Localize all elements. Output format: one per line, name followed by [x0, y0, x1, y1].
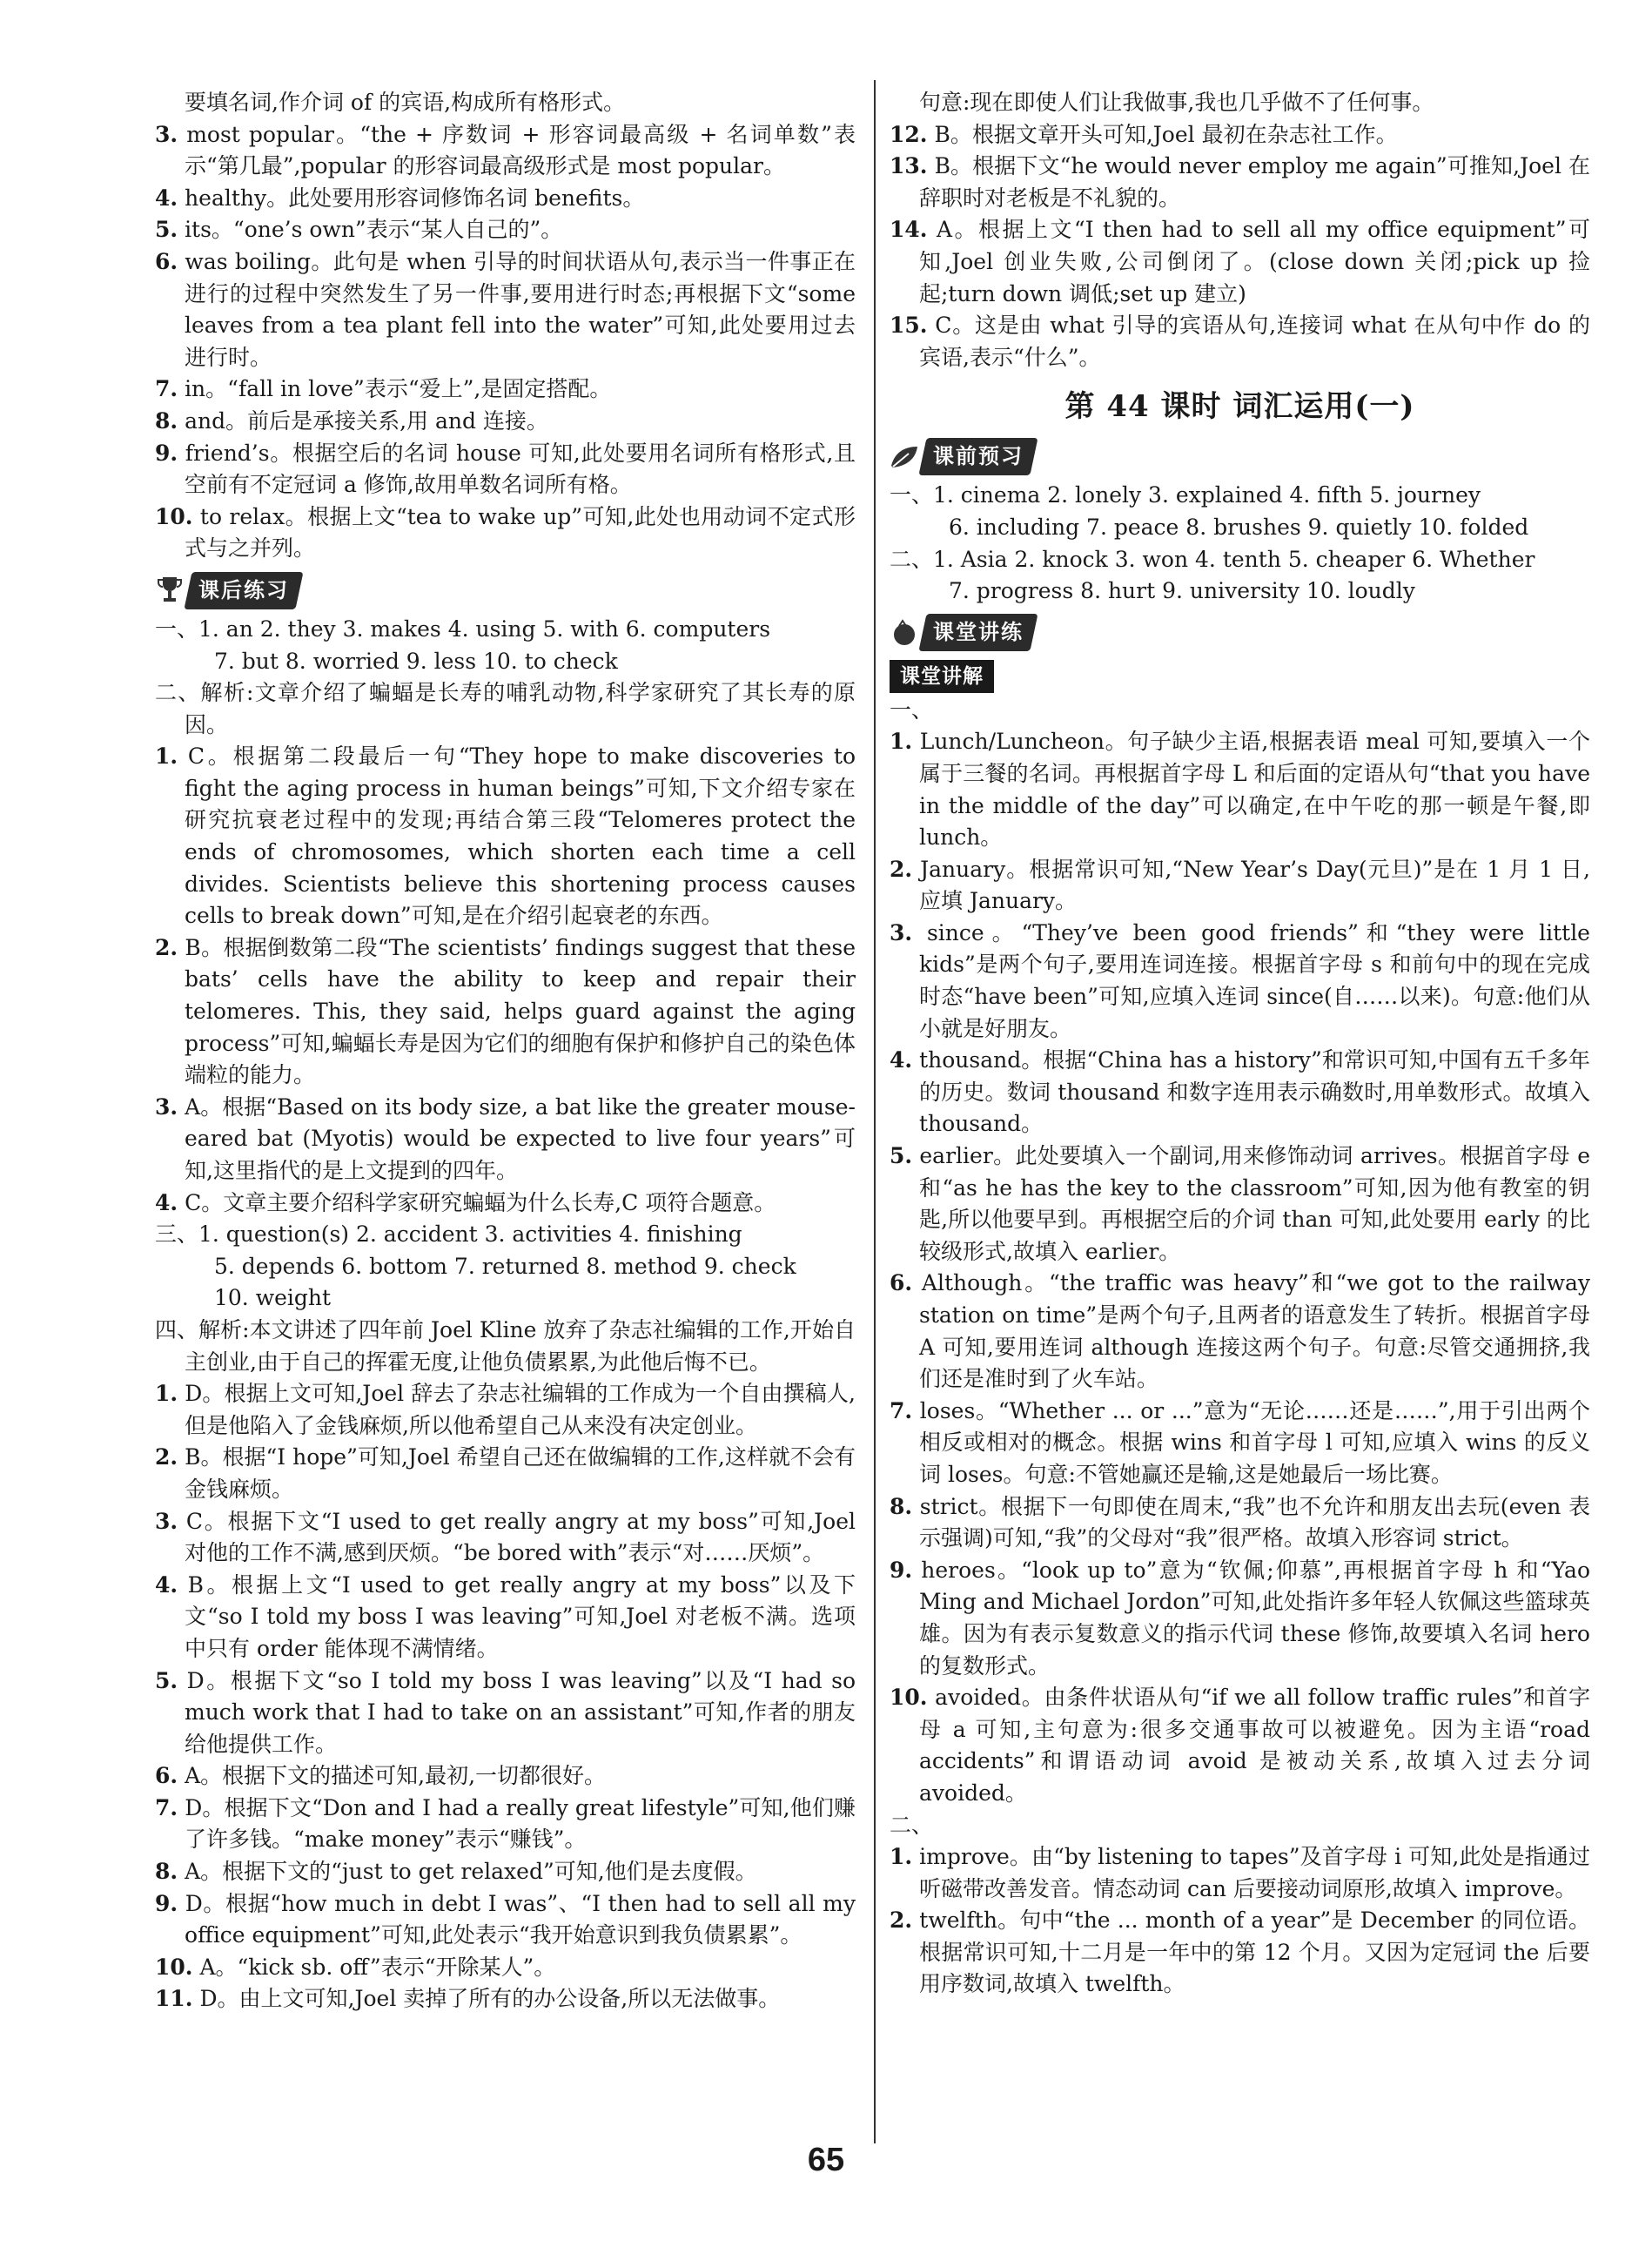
item-number: 7. — [155, 376, 178, 402]
item-number: 10. — [155, 503, 193, 529]
sub-section-label: 课堂讲解 — [890, 660, 994, 693]
item-number: 5. — [890, 1143, 913, 1169]
answers-section-1: 一、1. an 2. they 3. makes 4. using 5. with 6. computers — [155, 616, 771, 642]
item-number: 13. — [890, 153, 928, 179]
item-text: healthy。此处要用形容词修饰名词 benefits。 — [185, 185, 645, 211]
item-text: B。根据倒数第二段“The scientists’ findings suggest that these bats’ cells have the ability to keep and repair their telomeres. This, they said, helps guard against the aging process”可知,蝙蝠长寿是因为它们的细胞有保护和修护自己的染色体端粒的能力。 — [185, 934, 856, 1088]
answer-item — [890, 726, 1590, 853]
banner-label: 课前预习 — [918, 438, 1038, 475]
item-number: 5. — [155, 1667, 178, 1693]
section-marker: 二、 — [890, 1812, 934, 1838]
item-text: B。根据“I hope”可知,Joel 希望自己还在做编辑的工作,这样就不会有金钱麻烦。 — [185, 1444, 856, 1502]
answer-item — [890, 1396, 1590, 1491]
item-text: its。“one’s own”表示“某人自己的”。 — [185, 217, 563, 243]
answer-item — [155, 1856, 856, 1888]
answer-item — [155, 214, 856, 246]
preview-answers-1: 一、1. cinema 2. lonely 3. explained 4. fifth 5. journey — [890, 482, 1481, 508]
column-divider — [874, 80, 876, 2143]
section-2-intro: 二、解析:文章介绍了蝙蝠是长寿的哺乳动物,科学家研究了其长寿的原因。 — [155, 680, 856, 737]
item-text: C。这是由 what 引导的宾语从句,连接词 what 在从句中作 do 的宾语,表示“什么”。 — [919, 313, 1590, 370]
answer-item — [155, 183, 856, 215]
item-number: 1. — [155, 1381, 178, 1407]
lesson-title: 第 44 课时 词汇运用(一) — [1064, 389, 1415, 425]
item-number: 14. — [890, 217, 928, 243]
continued-text: 要填名词,作介词 of 的宾语,构成所有格形式。 — [185, 90, 626, 115]
right-column — [890, 87, 1590, 2001]
item-number: 9. — [155, 440, 178, 466]
item-number: 15. — [890, 313, 928, 339]
leaf-icon — [890, 440, 919, 473]
item-text: Lunch/Luncheon。句子缺少主语,根据表语 meal 可知,要填入一个属于三餐的名词。再根据首字母 L 和后面的定语从句“that you have in the middle of the day”可以确定,在中午吃的那一顿是午餐,即 lunch。 — [919, 729, 1590, 851]
answer-item — [155, 1952, 856, 1984]
page-number: 65 — [807, 2142, 845, 2178]
item-number: 3. — [155, 121, 178, 147]
answer-item — [890, 1268, 1590, 1395]
item-number: 3. — [155, 1508, 178, 1534]
item-number: 7. — [890, 1397, 913, 1423]
answer-list — [155, 741, 856, 1219]
answer-item — [155, 1793, 856, 1856]
item-text: loses。“Whether ... or ...”意为“无论……还是……”,用于引出两个相反或相对的概念。根据 wins 和首字母 l 可知,应填入 wins 的反义词 loses。句意:不管她赢还是输,这是她最后一场比赛。 — [919, 1397, 1590, 1487]
answer-item — [890, 214, 1590, 310]
answer-item — [155, 1092, 856, 1188]
item-number: 1. — [890, 1844, 913, 1870]
answer-item — [155, 1983, 856, 2015]
item-text: was boiling。此句是 when 引导的时间状语从句,表示当一件事正在进行的过程中突然发生了另一件事,要用进行时态;再根据下文“some leaves from a tea plant fell into the water”可知,此处要用过去进行时。 — [185, 248, 856, 370]
item-number: 8. — [155, 407, 178, 434]
item-text: strict。根据下一句即使在周末,“我”也不允许和朋友出去玩(even 表示强调)可知,“我”的父母对“我”很严格。故填入形容词 strict。 — [919, 1493, 1590, 1551]
answer-list — [890, 726, 1590, 1809]
answer-item — [890, 918, 1590, 1045]
item-number: 9. — [155, 1890, 178, 1916]
item-text: D。根据下文“so I told my boss I was leaving”以及“I had so much work that I had to take on an assistant”可知,作者的朋友给他提供工作。 — [185, 1667, 856, 1757]
answers-section-3-cont: 10. weight — [214, 1285, 332, 1311]
item-number: 4. — [155, 185, 178, 211]
preview-answers-2-cont: 7. progress 8. hurt 9. university 10. loudly — [949, 578, 1415, 604]
answer-item — [155, 1760, 856, 1793]
answer-item — [155, 932, 856, 1092]
banner-label: 课后练习 — [184, 572, 303, 609]
answer-item — [155, 1888, 856, 1952]
item-text: D。由上文可知,Joel 卖掉了所有的办公设备,所以无法做事。 — [199, 1986, 781, 2012]
section-4-intro: 四、解析:本文讲述了四年前 Joel Kline 放弃了杂志社编辑的工作,开始自主创业,由于自己的挥霍无度,让他负债累累,为此他后悔不已。 — [155, 1316, 856, 1375]
item-text: twelfth。句中“the ... month of a year”是 December 的同位语。根据常识可知,十二月是一年中的第 12 个月。又因为定冠词 the 后要用序数词,故填入 twelfth。 — [919, 1907, 1590, 1997]
answers-section-3-cont: 5. depends 6. bottom 7. returned 8. method 9. check — [214, 1253, 796, 1279]
section-banner-preview — [890, 436, 1590, 476]
item-text: A。根据下文的描述可知,最初,一切都很好。 — [185, 1763, 607, 1789]
item-number: 3. — [890, 919, 913, 945]
item-number: 10. — [155, 1954, 193, 1980]
answer-item — [890, 1555, 1590, 1682]
item-number: 11. — [155, 1986, 193, 2012]
item-text: A。根据“Based on its body size, a bat like the greater mouse-eared bat (Myotis) would be expected to live four years”可知,这里指代的是上文提到的四年。 — [185, 1093, 856, 1183]
continued-text: 句意:现在即使人们让我做事,我也几乎做不了任何事。 — [919, 90, 1434, 115]
answer-item — [155, 1665, 856, 1761]
item-text: since。“They’ve been good friends”和“they were little kids”是两个句子,要用连词连接。根据首字母 s 和前句中的现在完成时态“have been”可知,应填入连词 since(自……以来)。句意:他们从小就是好朋友。 — [919, 919, 1590, 1041]
item-text: D。根据下文“Don and I had a really great lifestyle”可知,他们赚了许多钱。“make money”表示“赚钱”。 — [185, 1794, 856, 1853]
answer-item — [155, 406, 856, 438]
item-number: 6. — [155, 248, 178, 274]
item-number: 10. — [890, 1685, 928, 1711]
answer-list — [890, 119, 1590, 374]
ball-icon — [890, 616, 919, 649]
answer-item — [155, 1506, 856, 1570]
answer-item — [155, 119, 856, 183]
item-number: 3. — [155, 1093, 178, 1120]
preview-answers-2: 二、1. Asia 2. knock 3. won 4. tenth 5. cheaper 6. Whether — [890, 546, 1535, 572]
answer-list — [155, 1378, 856, 2015]
item-text: friend’s。根据空后的名词 house 可知,此处要用名词所有格形式,且空前有不定冠词 a 修饰,故用单数名词所有格。 — [185, 440, 856, 498]
item-text: B。根据文章开头可知,Joel 最初在杂志社工作。 — [934, 121, 1398, 147]
item-number: 7. — [155, 1794, 178, 1820]
answers-section-3: 三、1. question(s) 2. accident 3. activities 4. finishing — [155, 1221, 742, 1248]
item-number: 8. — [890, 1493, 913, 1519]
item-text: C。根据第二段最后一句“They hope to make discoveries to fight the aging process in human beings”可知,下文介绍专家在研究抗衰老过程中的发现;再结合第三段“Telomeres protect the ends of chromosomes, which shorten each time a cell divides. Scientists believe this shortening process causes cells to break down”可知,是在介绍引起衰老的东西。 — [185, 743, 856, 929]
item-text: Although。“the traffic was heavy”和“we got to the railway station on time”是两个句子,且两者的语意发生了转折。根据首字母 A 可知,要用连词 although 连接这两个句子。句意:尽管交通拥挤,我们还是准时到了火车站。 — [919, 1270, 1590, 1392]
item-number: 4. — [155, 1571, 178, 1598]
item-number: 12. — [890, 121, 928, 147]
item-number: 4. — [155, 1189, 178, 1215]
answer-item — [890, 310, 1590, 373]
item-text: most popular。“the + 序数词 + 形容词最高级 + 名词单数”表示“第几最”,popular 的形容词最高级形式是 most popular。 — [185, 121, 856, 179]
item-text: to relax。根据上文“tea to wake up”可知,此处也用动词不定式形式与之并列。 — [185, 503, 856, 562]
answers-section-1-cont: 7. but 8. worried 9. less 10. to check — [214, 648, 618, 674]
preview-answers-1-cont: 6. including 7. peace 8. brushes 9. quietly 10. folded — [949, 514, 1529, 540]
answer-item — [155, 501, 856, 565]
item-number: 2. — [155, 934, 178, 960]
item-number: 2. — [890, 1907, 913, 1934]
item-text: B。根据下文“he would never employ me again”可推知,Joel 在辞职时对老板是不礼貌的。 — [919, 153, 1590, 211]
section-banner-classroom — [890, 613, 1590, 653]
item-number: 6. — [890, 1270, 913, 1296]
left-column — [155, 87, 856, 2015]
answer-item — [890, 1491, 1590, 1555]
item-number: 9. — [890, 1557, 913, 1583]
item-number: 1. — [890, 729, 913, 755]
item-text: B。根据上文“I used to get really angry at my boss”以及下文“so I told my boss I was leaving”可知,Joel 对老板不满。选项中只有 order 能体现不满情绪。 — [185, 1571, 856, 1661]
item-number: 2. — [155, 1444, 178, 1470]
answer-item — [155, 246, 856, 373]
answer-item — [155, 438, 856, 501]
answer-item — [155, 1378, 856, 1442]
answer-item — [155, 1442, 856, 1505]
answer-item — [890, 1841, 1590, 1905]
item-text: improve。由“by listening to tapes”及首字母 i 可知,此处是指通过听磁带改善发音。情态动词 can 后要接动词原形,故填入 improve。 — [919, 1844, 1590, 1901]
answer-item — [890, 1045, 1590, 1140]
item-number: 6. — [155, 1763, 178, 1789]
item-text: D。根据“how much in debt I was”、“I then had to sell all my office equipment”可知,此处表示“我开始意识到我负债累累”。 — [185, 1890, 856, 1948]
item-text: thousand。根据“China has a history”和常识可知,中国有五千多年的历史。数词 thousand 和数字连用表示确数时,用单数形式。故填入 thousand。 — [919, 1047, 1590, 1137]
section-banner-after-class — [155, 570, 856, 610]
item-text: January。根据常识可知,“New Year’s Day(元旦)”是在 1 月 1 日,应填 January。 — [919, 856, 1590, 914]
answer-item — [890, 854, 1590, 918]
banner-label: 课堂讲练 — [918, 614, 1038, 651]
answer-item — [890, 1140, 1590, 1268]
answer-item — [155, 373, 856, 406]
answer-item — [155, 1188, 856, 1220]
answer-list — [155, 119, 856, 565]
item-text: D。根据上文可知,Joel 辞去了杂志社编辑的工作成为一个自由撰稿人,但是他陷入了金钱麻烦,所以他希望自己从来没有决定创业。 — [185, 1381, 856, 1438]
item-number: 8. — [155, 1859, 178, 1885]
item-text: heroes。“look up to”意为“钦佩;仰慕”,再根据首字母 h 和“Yao Ming and Michael Jordon”可知,此处指许多年轻人钦佩这些篮球英雄。因为有表示复数意义的指示代词 these 修饰,故要填入名词 hero 的复数形式。 — [919, 1557, 1591, 1679]
item-text: A。“kick sb. off”表示“开除某人”。 — [199, 1954, 556, 1980]
answer-item — [890, 1905, 1590, 2001]
answer-item — [155, 741, 856, 932]
answer-list — [890, 1841, 1590, 2001]
answer-item — [890, 119, 1590, 151]
item-text: A。根据上文“I then had to sell all my office equipment”可知,Joel 创业失败,公司倒闭了。(close down 关闭;pick up 捡起;turn down 调低;set up 建立) — [919, 217, 1590, 306]
item-text: A。根据下文的“just to get relaxed”可知,他们是去度假。 — [185, 1859, 757, 1885]
item-text: C。根据下文“I used to get really angry at my boss”可知,Joel 对他的工作不满,感到厌烦。“be bored with”表示“对……厌烦”。 — [185, 1508, 856, 1566]
item-number: 5. — [155, 217, 178, 243]
trophy-icon — [155, 574, 185, 607]
item-number: 1. — [155, 743, 178, 770]
item-text: avoided。由条件状语从句“if we all follow traffic rules”和首字母 a 可知,主句意为:很多交通事故可以被避免。因为主语“road accidents”和谓语动词 avoid 是被动关系,故填入过去分词 avoided。 — [919, 1685, 1590, 1806]
item-text: earlier。此处要填入一个副词,用来修饰动词 arrives。根据首字母 e 和“as he has the key to the classroom”可知,因为他有教室的钥匙,所以他要早到。再根据空后的介词 than 可知,此处要用 early 的比较级形式,故填入 earlier。 — [919, 1143, 1590, 1264]
item-text: and。前后是承接关系,用 and 连接。 — [185, 407, 548, 434]
item-text: in。“fall in love”表示“爱上”,是固定搭配。 — [185, 376, 612, 402]
section-marker: 一、 — [890, 696, 934, 723]
item-number: 2. — [890, 856, 913, 882]
item-text: C。文章主要介绍科学家研究蝙蝠为什么长寿,C 项符合题意。 — [185, 1189, 776, 1215]
item-number: 4. — [890, 1047, 913, 1073]
answer-item — [155, 1570, 856, 1665]
answer-item — [890, 1682, 1590, 1809]
answer-item — [890, 151, 1590, 214]
